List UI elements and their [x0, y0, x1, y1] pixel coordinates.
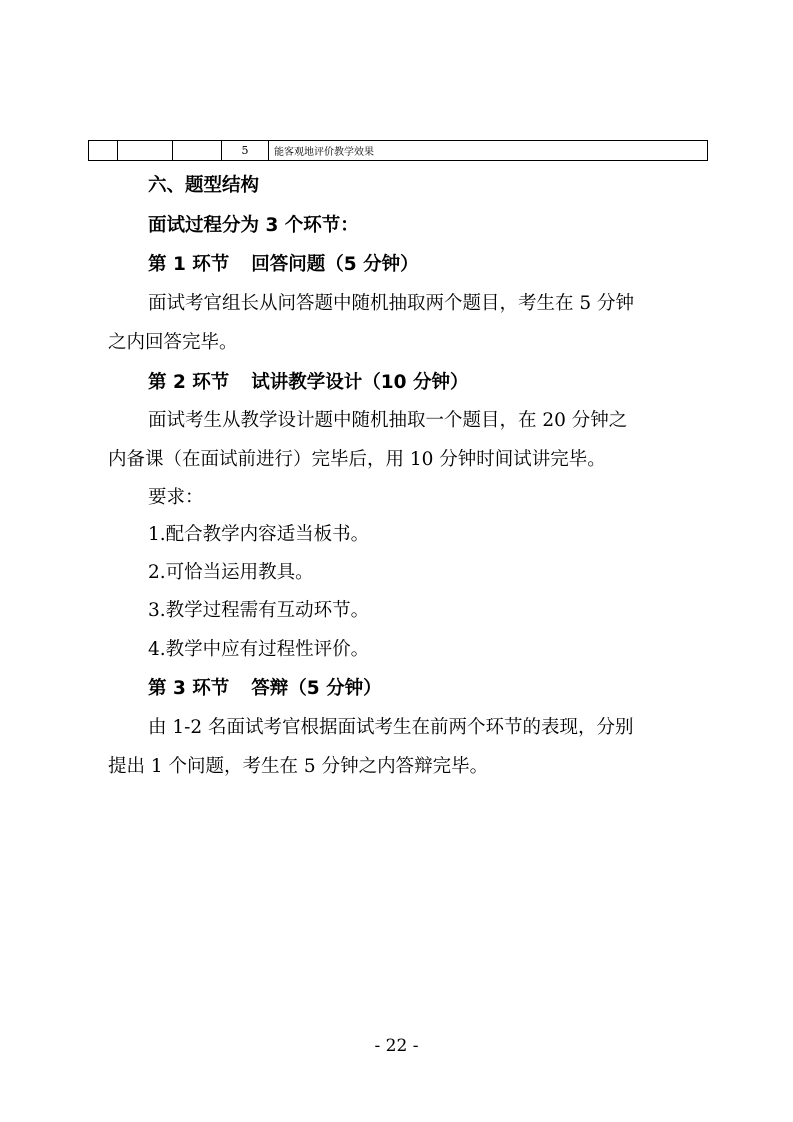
part-2-label: 第 2 环节 — [148, 372, 230, 393]
table-cell — [118, 141, 173, 160]
requirements-label: 要求： — [148, 487, 204, 508]
table-cell-number: 5 — [222, 141, 269, 160]
part-1-line-2: 之内回答完毕。 — [108, 332, 238, 353]
part-3-line-2: 提出 1 个问题，考生在 5 分钟之内答辩完毕。 — [108, 756, 489, 777]
requirement-item: 1.配合教学内容适当板书。 — [148, 524, 370, 545]
part-3-title: 答辩（5 分钟） — [251, 678, 382, 699]
table-cell-criterion: 能客观地评价教学效果 — [274, 147, 374, 158]
part-3-heading — [148, 676, 382, 702]
part-1-line-1: 面试考官组长从问答题中随机抽取两个题目，考生在 5 分钟 — [148, 293, 635, 314]
requirement-item: 4.教学中应有过程性评价。 — [148, 639, 370, 660]
part-1-label: 第 1 环节 — [148, 254, 230, 275]
part-2-heading — [148, 370, 468, 396]
part-2-title: 试讲教学设计（10 分钟） — [251, 372, 469, 393]
part-2-line-2: 内备课（在面试前进行）完毕后，用 10 分钟时间试讲完毕。 — [108, 449, 606, 470]
requirement-item: 2.可恰当运用教具。 — [148, 562, 314, 583]
table-cell — [89, 141, 118, 160]
page-number: - 22 - — [374, 1036, 419, 1056]
part-1-heading — [148, 252, 419, 278]
part-3-label: 第 3 环节 — [148, 678, 230, 699]
table-cell — [173, 141, 222, 160]
section-title: 六、题型结构 — [148, 175, 260, 196]
requirement-item: 3.教学过程需有互动环节。 — [148, 600, 370, 621]
part-2-line-1: 面试考生从教学设计题中随机抽取一个题目，在 20 分钟之 — [148, 410, 628, 431]
part-3-line-1: 由 1-2 名面试考官根据面试考生在前两个环节的表现，分别 — [148, 717, 634, 738]
table-row — [88, 140, 708, 161]
intro-text: 面试过程分为 3 个环节： — [148, 215, 359, 236]
part-1-title: 回答问题（5 分钟） — [251, 254, 419, 275]
